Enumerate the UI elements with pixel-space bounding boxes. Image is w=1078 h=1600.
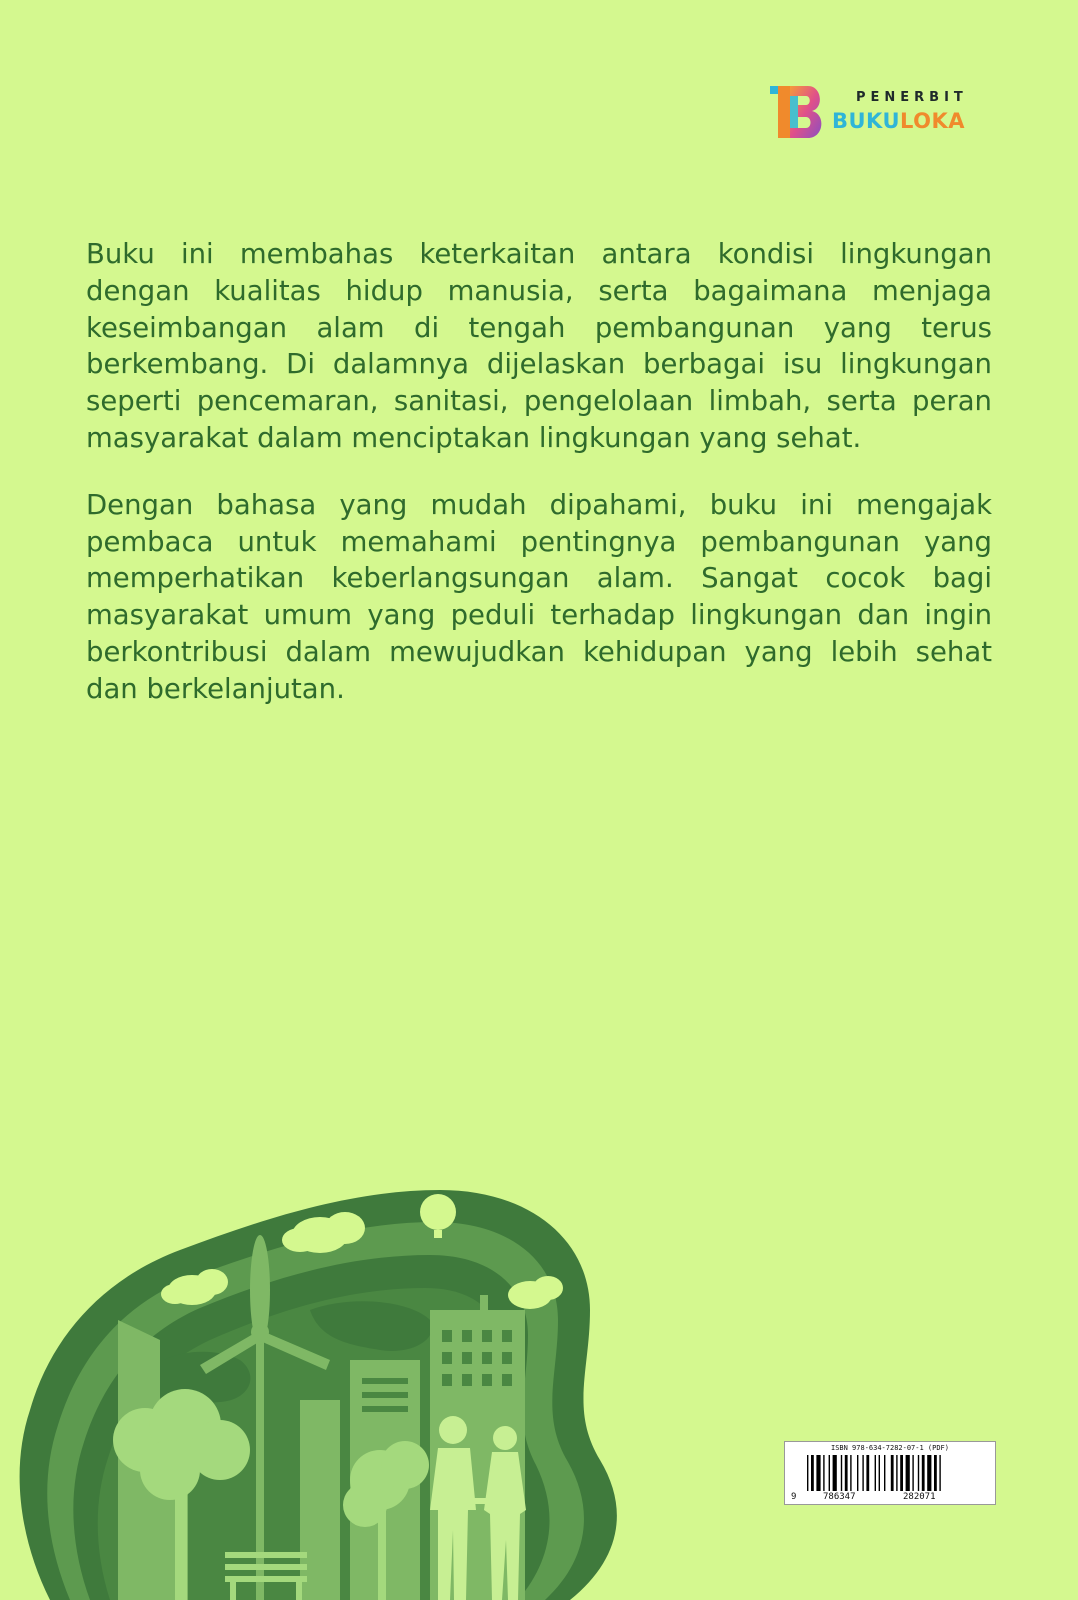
synopsis-paragraph-2: Dengan bahasa yang mudah dipahami, buku ini mengajak pembaca untuk memahami pentingnya pembangunan yang memperhatikan keberlangsungan alam. Sangat cocok bagi masyarakat umum yang peduli terhadap lingkungan dan ingin berkontribusi dalam mewujudkan kehidupan yang lebih sehat dan berkelanjutan. [86, 488, 992, 705]
publisher-name-part1: BUKU [832, 109, 901, 133]
barcode-bar [857, 1455, 858, 1491]
barcode-bar [807, 1455, 808, 1491]
barcode-bar [891, 1455, 894, 1491]
barcode-bar [866, 1455, 869, 1491]
synopsis-paragraph-1: Buku ini membahas keterkaitan antara kondisi lingkungan dengan kualitas hidup manusia, serta bagaimana menjaga keseimbangan alam di tengah pembangunan yang terus berkembang. Di dalamnya dijelaskan berbagai isu lingkungan seperti pencemaran, sanitasi, pengelolaan limbah, serta peran masyarakat dalam menciptakan lingkungan yang sehat. [86, 238, 992, 454]
barcode-bar [845, 1455, 848, 1491]
bukuloka-b-logo-icon [770, 84, 832, 142]
book-synopsis [86, 236, 992, 738]
barcode-bar [922, 1455, 925, 1491]
barcode-bar [862, 1455, 863, 1491]
barcode-bar [939, 1455, 940, 1491]
barcode-bar [833, 1455, 837, 1491]
barcode-number-last: 282071 [903, 1492, 936, 1502]
publisher-logo [770, 84, 1000, 144]
publisher-label: PENERBIT [856, 90, 968, 105]
barcode-bar [927, 1455, 931, 1491]
barcode-bar [823, 1455, 824, 1491]
publisher-name [832, 109, 965, 133]
barcode-bars-icon [807, 1455, 975, 1491]
isbn-text: ISBN 978-634-7282-07-1 (PDF) [830, 1444, 949, 1452]
publisher-name-part2: LOKA [900, 109, 966, 133]
barcode-bar [906, 1455, 910, 1491]
isbn-barcode [784, 1441, 996, 1505]
eco-city-papercut-illustration [10, 1180, 630, 1600]
barcode-bar [900, 1455, 903, 1491]
barcode-number-middle: 786347 [823, 1492, 856, 1502]
barcode-bar [875, 1455, 876, 1491]
barcode-bar [896, 1455, 897, 1491]
barcode-bar [912, 1455, 913, 1491]
barcode-bar [829, 1455, 830, 1491]
barcode-bar [934, 1455, 937, 1491]
barcode-bar [816, 1455, 820, 1491]
barcode-bar [879, 1455, 880, 1491]
barcode-bar [918, 1455, 919, 1491]
barcode-bar [811, 1455, 814, 1491]
barcode-number-first: 9 [791, 1492, 797, 1502]
barcode-bar [850, 1455, 851, 1491]
barcode-bar [841, 1455, 842, 1491]
barcode-bar [884, 1455, 885, 1491]
